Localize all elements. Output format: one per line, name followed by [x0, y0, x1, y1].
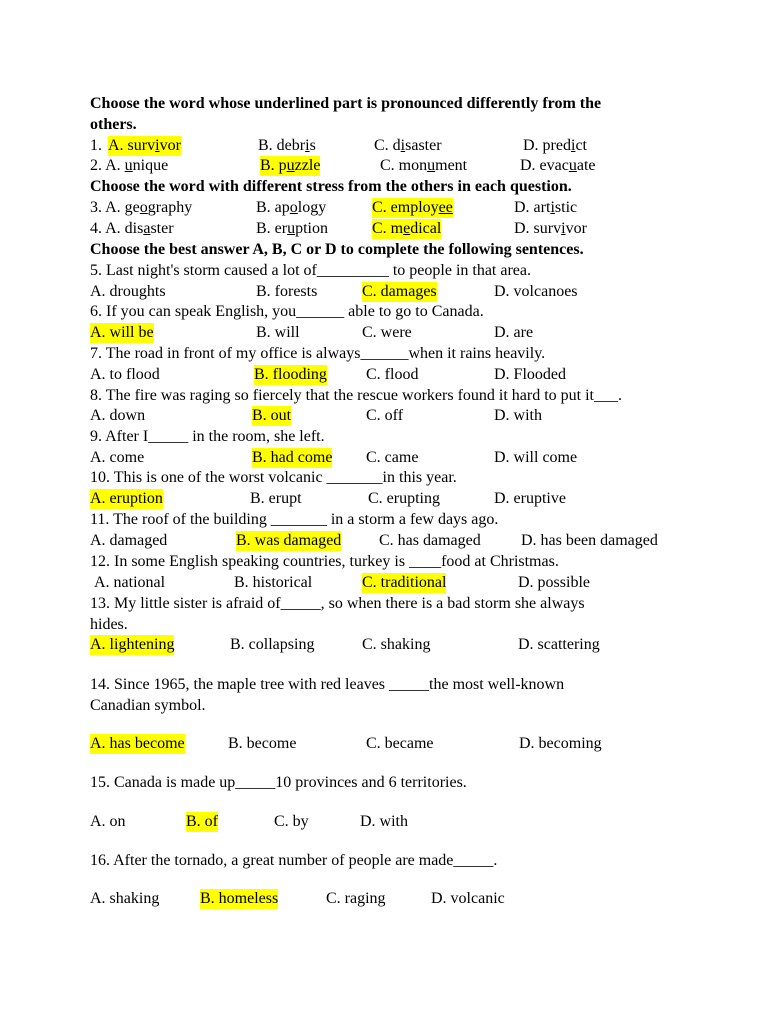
option-7b-answer: B. flooding: [254, 366, 327, 383]
option-12b: B. historical: [234, 574, 313, 591]
question-14-stem: 14. Since 1965, the maple tree with red leaves _____the most well-known: [90, 676, 565, 693]
question-12-stem: 12. In some English speaking countries, turkey is ____food at Christmas.: [90, 553, 559, 570]
option-9d: D. will come: [494, 449, 578, 466]
option-7d: D. Flooded: [494, 366, 566, 383]
option-1d: D. predict: [523, 137, 587, 154]
option-8d: D. with: [494, 407, 542, 424]
option-16a: A. shaking: [90, 890, 160, 907]
option-3d: D. artistic: [514, 199, 578, 216]
option-12a: A. national: [94, 574, 166, 591]
option-6b: B. will: [256, 324, 300, 341]
option-1a-answer: A. survivor: [108, 137, 181, 154]
question-13-stem: 13. My little sister is afraid of_____, so when there is a bad storm she always: [90, 595, 585, 612]
option-14a-answer: A. has become: [90, 735, 185, 752]
option-15b-answer: B. of: [186, 813, 218, 830]
section-heading-stress: Choose the word with different stress from the others in each question.: [90, 178, 572, 195]
option-4b: B. eruption: [256, 220, 328, 237]
question-15-stem: 15. Canada is made up_____10 provinces and 6 territories.: [90, 774, 467, 791]
option-4c-answer: C. medical: [372, 220, 442, 237]
option-13b: B. collapsing: [230, 636, 315, 653]
section-heading-pronunciation: Choose the word whose underlined part is pronounced differently from the: [90, 95, 602, 112]
option-5c-answer: C. damages: [362, 283, 437, 300]
section-heading-pronunciation-cont: others.: [90, 116, 137, 133]
option-5b: B. forests: [256, 283, 318, 300]
option-5d: D. volcanoes: [494, 283, 578, 300]
option-12d: D. possible: [518, 574, 590, 591]
option-15c: C. by: [274, 813, 309, 830]
option-8a: A. down: [90, 407, 146, 424]
question-10-stem: 10. This is one of the worst volcanic _______in this year.: [90, 469, 457, 486]
option-4a: 4. A. disaster: [90, 220, 174, 237]
option-13a-answer: A. lightening: [90, 636, 175, 653]
option-13d: D. scattering: [518, 636, 600, 653]
question-7-stem: 7. The road in front of my office is always______when it rains heavily.: [90, 345, 546, 362]
option-11b-answer: B. was damaged: [236, 532, 342, 549]
question-11-stem: 11. The roof of the building _______ in a storm a few days ago.: [90, 511, 499, 528]
question-16-stem: 16. After the tornado, a great number of people are made_____.: [90, 852, 498, 869]
option-16d: D. volcanic: [431, 890, 505, 907]
option-1c: C. disaster: [374, 137, 442, 154]
option-11c: C. has damaged: [379, 532, 481, 549]
option-3a: 3. A. geography: [90, 199, 193, 216]
option-10c: C. erupting: [368, 490, 440, 507]
option-9a: A. come: [90, 449, 145, 466]
option-7a: A. to flood: [90, 366, 160, 383]
option-1b: B. debris: [258, 137, 316, 154]
option-2c: C. monument: [380, 157, 468, 174]
option-11d: D. has been damaged: [521, 532, 658, 549]
option-14c: C. became: [366, 735, 434, 752]
question-1-number: 1.: [90, 137, 102, 154]
option-14d: D. becoming: [519, 735, 602, 752]
question-6-stem: 6. If you can speak English, you______ able to go to Canada.: [90, 303, 484, 320]
option-4d: D. survivor: [514, 220, 587, 237]
option-6a-answer: A. will be: [90, 324, 154, 341]
question-9-stem: 9. After I_____ in the room, she left.: [90, 428, 325, 445]
option-16c: C. raging: [326, 890, 386, 907]
option-12c-answer: C. traditional: [362, 574, 447, 591]
question-13-stem-cont: hides.: [90, 616, 128, 633]
option-10a-answer: A. eruption: [90, 490, 163, 507]
option-10d: D. eruptive: [494, 490, 566, 507]
option-16b-answer: B. homeless: [200, 890, 279, 907]
option-3b: B. apology: [256, 199, 327, 216]
question-8-stem: 8. The fire was raging so fiercely that the rescue workers found it hard to put it___.: [90, 387, 622, 404]
option-9c: C. came: [366, 449, 419, 466]
option-10b: B. erupt: [250, 490, 302, 507]
question-14-stem-cont: Canadian symbol.: [90, 697, 206, 714]
option-5a: A. droughts: [90, 283, 166, 300]
option-2a: 2. A. unique: [90, 157, 169, 174]
option-6d: D. are: [494, 324, 534, 341]
option-11a: A. damaged: [90, 532, 168, 549]
section-heading-best-answer: Choose the best answer A, B, C or D to complete the following sentences.: [90, 241, 584, 258]
option-7c: C. flood: [366, 366, 419, 383]
option-9b-answer: B. had come: [252, 449, 333, 466]
option-6c: C. were: [362, 324, 412, 341]
option-2b-answer: B. puzzle: [260, 157, 321, 174]
question-5-stem: 5. Last night's storm caused a lot of_________ to people in that area.: [90, 262, 532, 279]
option-15d: D. with: [360, 813, 408, 830]
option-15a: A. on: [90, 813, 126, 830]
option-14b: B. become: [228, 735, 297, 752]
option-3c-answer: C. employee: [372, 199, 453, 216]
option-2d: D. evacuate: [520, 157, 596, 174]
option-8b-answer: B. out: [252, 407, 292, 424]
option-13c: C. shaking: [362, 636, 431, 653]
option-8c: C. off: [366, 407, 404, 424]
